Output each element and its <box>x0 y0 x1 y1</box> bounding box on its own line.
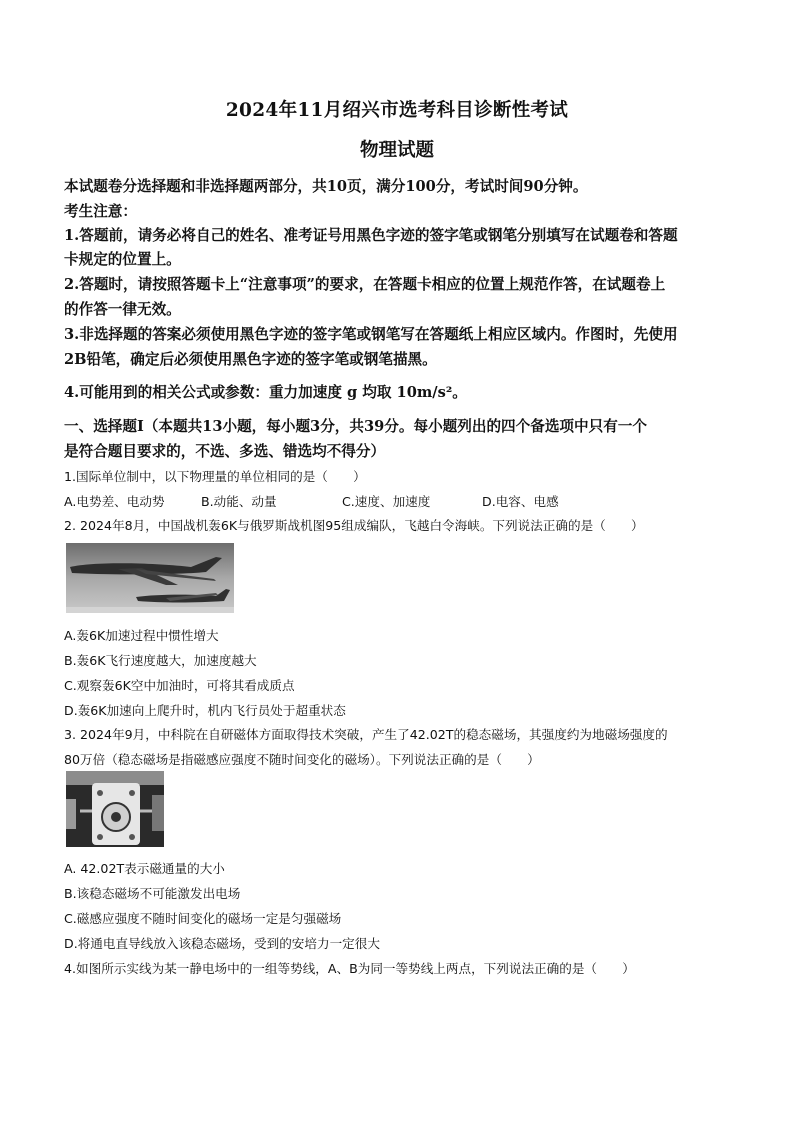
exam-summary: 本试题卷分选择题和非选择题两部分，共10页，满分100分，考试时间90分钟。 <box>64 178 588 195</box>
question-4-stem: 4.如图所示实线为某一静电场中的一组等势线，A、B为同一等势线上两点，下列说法正确的是（ ） <box>64 961 635 976</box>
note-3-line-2: 2B铅笔，确定后必须使用黑色字迹的签字笔或钢笔描黑。 <box>64 351 437 368</box>
note-2-line-1: 2.答题时，请按照答题卡上“注意事项”的要求，在答题卡相应的位置上规范作答，在试题卷上 <box>64 276 666 293</box>
option-c: C.速度、加速度 <box>342 494 431 509</box>
option-d: D.电容、电感 <box>482 494 559 509</box>
question-2-option-c: C.观察轰6K空中加油时，可将其看成质点 <box>64 678 295 693</box>
magnet-image <box>66 771 164 847</box>
magnet-photo <box>66 771 164 847</box>
question-3-stem-line-1: 3. 2024年9月，中科院在自研磁体方面取得技术突破，产生了42.02T的稳态磁场，其强度约为地磁场强度的 <box>64 727 668 742</box>
aircraft-image <box>66 543 234 613</box>
question-3-stem-line-2: 80万倍（稳态磁场是指磁感应强度不随时间变化的磁场）。下列说法正确的是（ ） <box>64 752 540 767</box>
notice-heading: 考生注意： <box>64 203 137 220</box>
question-3-option-b: B.该稳态磁场不可能激发出电场 <box>64 886 241 901</box>
question-3-option-c: C.磁感应强度不随时间变化的磁场一定是匀强磁场 <box>64 911 342 926</box>
question-2-option-a: A.轰6K加速过程中惯性增大 <box>64 628 219 643</box>
exam-subject: 物理试题 <box>359 140 434 161</box>
question-3-option-d: D.将通电直导线放入该稳态磁场，受到的安培力一定很大 <box>64 936 380 951</box>
option-b: B.动能、动量 <box>201 494 277 509</box>
question-2-option-b: B.轰6K飞行速度越大，加速度越大 <box>64 653 257 668</box>
note-4: 4.可能用到的相关公式或参数：重力加速度 g 均取 10m/s²。 <box>64 384 467 401</box>
option-a: A.电势差、电动势 <box>64 494 165 509</box>
exam-title: 2024年11月绍兴市选考科目诊断性考试 <box>225 100 569 121</box>
note-1-line-2: 卡规定的位置上。 <box>64 251 181 268</box>
note-1-line-1: 1.答题前，请务必将自己的姓名、准考证号用黑色字迹的签字笔或钢笔分别填写在试题卷和答题 <box>64 227 678 244</box>
section-heading-line-2: 是符合题目要求的，不选、多选、错选均不得分） <box>64 443 386 460</box>
question-1-stem: 1.国际单位制中，以下物理量的单位相同的是（ ） <box>64 469 366 484</box>
note-3-line-1: 3.非选择题的答案必须使用黑色字迹的签字笔或钢笔写在答题纸上相应区域内。作图时，先使用 <box>64 326 678 343</box>
question-2-option-d: D.轰6K加速向上爬升时，机内飞行员处于超重状态 <box>64 703 346 718</box>
question-2-stem: 2. 2024年8月，中国战机轰6K与俄罗斯战机图95组成编队，飞越白令海峡。下列说法正确的是（ ） <box>64 518 644 533</box>
note-2-line-2: 的作答一律无效。 <box>64 301 181 318</box>
bomber-formation-photo <box>66 543 234 613</box>
section-heading-line-1: 一、选择题Ⅰ（本题共13小题，每小题3分，共39分。每小题列出的四个备选项中只有一个 <box>64 418 647 435</box>
question-3-option-a: A. 42.02T表示磁通量的大小 <box>64 861 225 876</box>
